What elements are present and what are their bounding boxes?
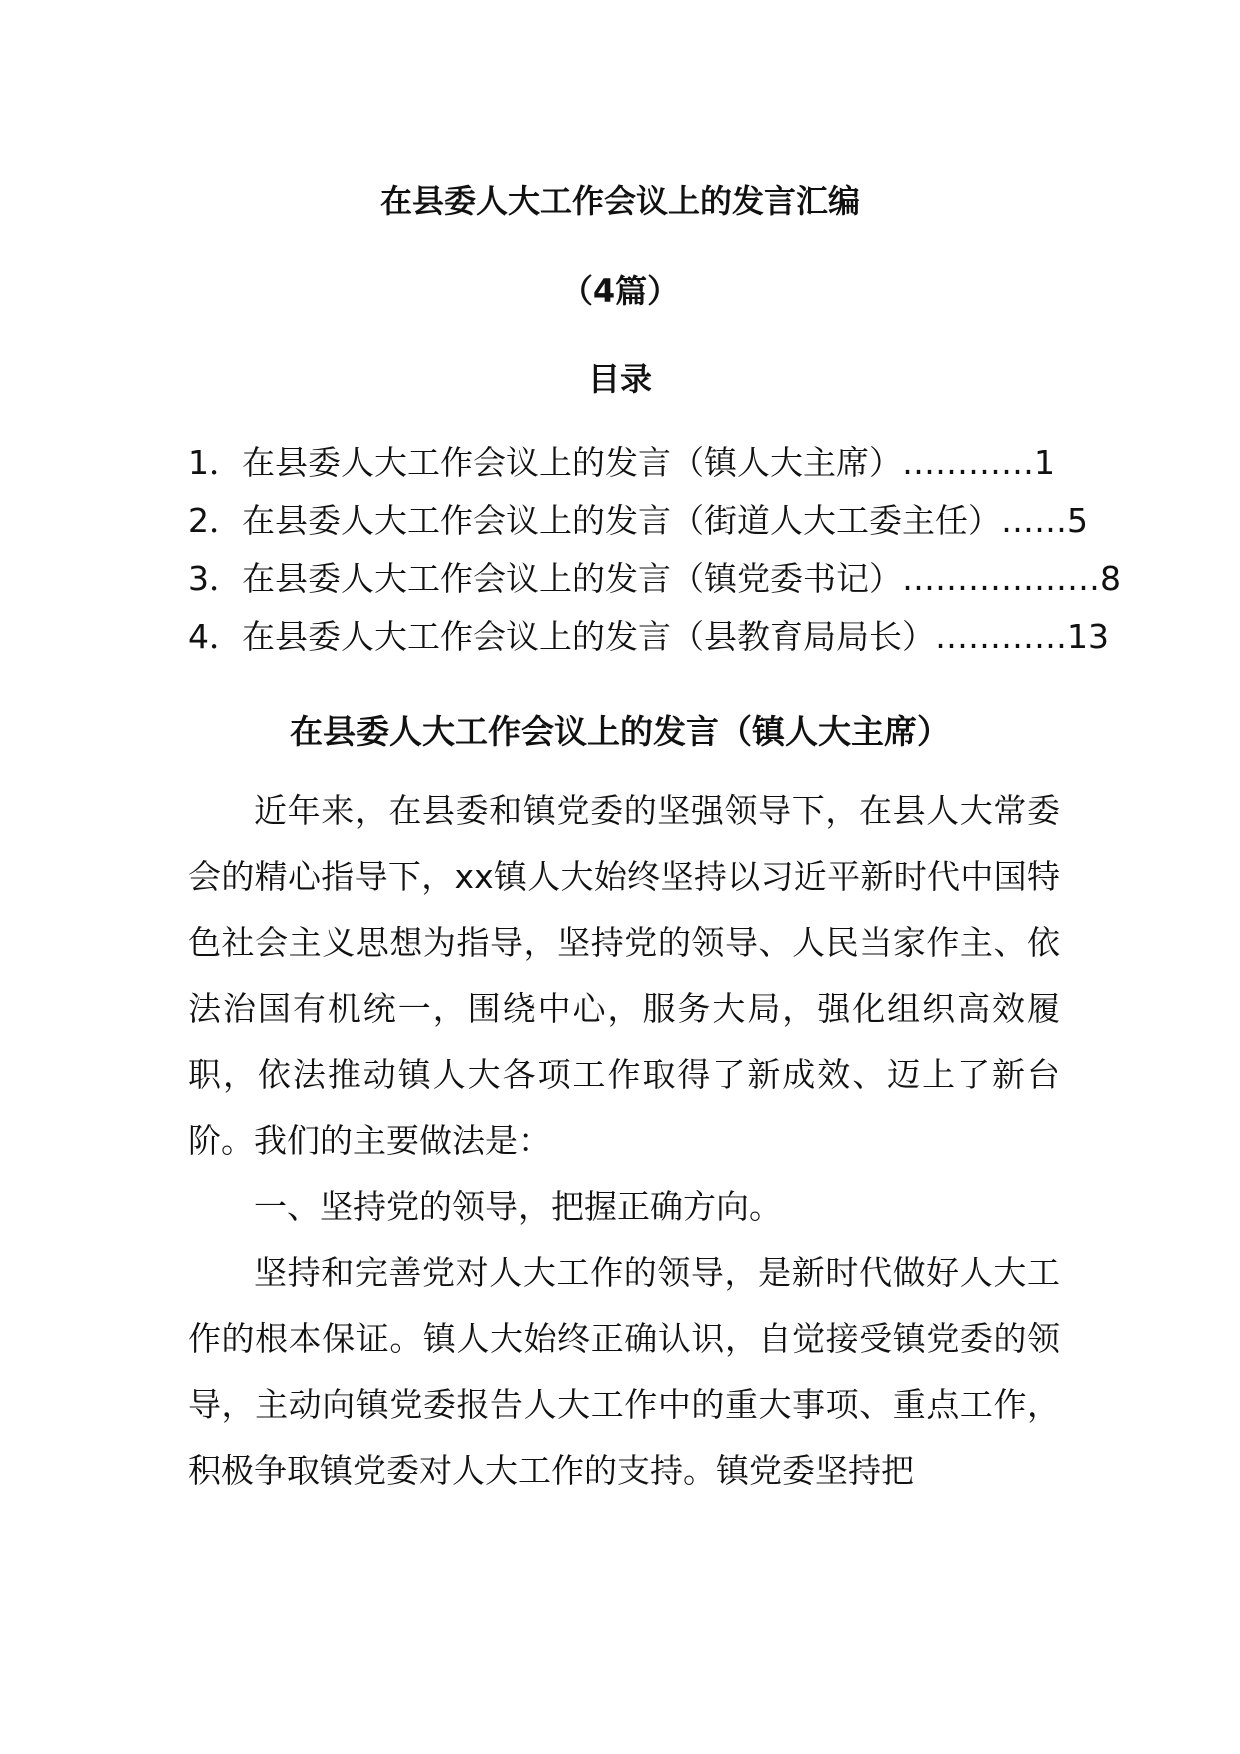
paragraph: 一、坚持党的领导，把握正确方向。 (254, 1187, 782, 1226)
toc-item-3[interactable]: 3．在县委人大工作会议上的发言（镇党委书记）………………8 (188, 559, 1121, 598)
body-text (188, 778, 1060, 1504)
section-title: 在县委人大工作会议上的发言（镇人大主席） (290, 712, 950, 751)
toc-heading: 目录 (587, 360, 652, 398)
paragraph: 近年来，在县委和镇党委的坚强领导下，在县人大常委会的精心指导下，xx镇人大始终坚持以习近平新时代中国特色社会主义思想为指导，坚持党的领导、人民当家作主、依法治国有机统一，围绕中心，服务大局，强化组织高效履职，依法推动镇人大各项工作取得了新成效、迈上了新台阶。我们的主要做法是： (188, 791, 1060, 1160)
document-title: 在县委人大工作会议上的发言汇编 (379, 182, 860, 220)
document-count: （4篇） (560, 272, 680, 310)
toc-item-1[interactable]: 1．在县委人大工作会议上的发言（镇人大主席）…………1 (188, 443, 1055, 482)
toc-item-2[interactable]: 2．在县委人大工作会议上的发言（街道人大工委主任）……5 (188, 501, 1088, 540)
toc-item-4[interactable]: 4．在县委人大工作会议上的发言（县教育局局长）…………13 (188, 617, 1109, 656)
paragraph: 坚持和完善党对人大工作的领导，是新时代做好人大工作的根本保证。镇人大始终正确认识，自觉接受镇党委的领导，主动向镇党委报告人大工作中的重大事项、重点工作，积极争取镇党委对人大工作的支持。镇党委坚持把 (188, 1253, 1060, 1490)
